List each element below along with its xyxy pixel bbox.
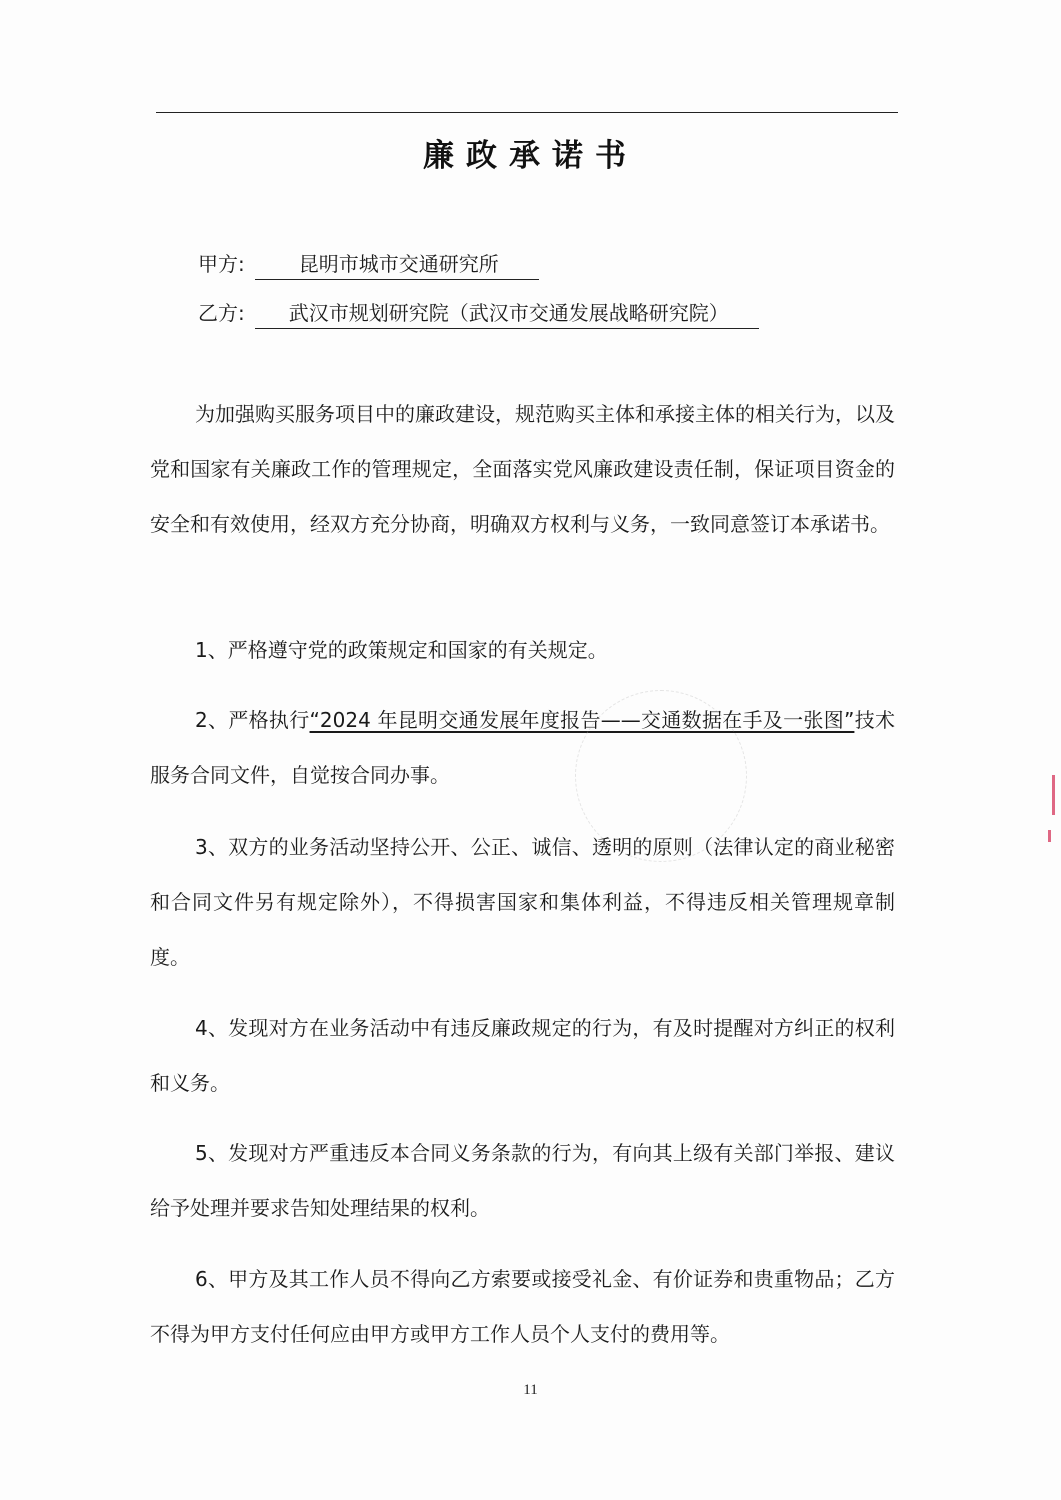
clause-4	[150, 1001, 895, 1111]
clause-6	[150, 1252, 895, 1362]
page-number: 11	[523, 1382, 538, 1398]
clause-5	[150, 1126, 895, 1236]
clause-2	[150, 693, 895, 803]
clause-2-prefix: 2、严格执行	[195, 708, 310, 732]
party-b-line	[198, 297, 759, 329]
party-b-name: 武汉市规划研究院（武汉市交通发展战略研究院）	[255, 297, 759, 329]
intro-paragraph	[150, 387, 895, 552]
clause-3	[150, 820, 895, 985]
header-rule	[156, 112, 898, 113]
clause-1	[150, 623, 895, 678]
party-a-line	[198, 248, 539, 280]
seal-edge-mark	[1052, 775, 1055, 815]
seal-edge-mark-small	[1048, 830, 1051, 842]
party-a-name: 昆明市城市交通研究所	[255, 248, 539, 280]
document-title: 廉政承诺书	[423, 138, 638, 174]
clause-3-text: 3、双方的业务活动坚持公开、公正、诚信、透明的原则（法律认定的商业秘密和合同文件另有规定除外），不得损害国家和集体利益，不得违反相关管理规章制度。	[150, 835, 895, 969]
intro-text: 为加强购买服务项目中的廉政建设，规范购买主体和承接主体的相关行为，以及党和国家有关廉政工作的管理规定，全面落实党风廉政建设责任制，保证项目资金的安全和有效使用，经双方充分协商，明确双方权利与义务，一致同意签订本承诺书。	[150, 402, 895, 536]
clause-5-text: 5、发现对方严重违反本合同义务条款的行为，有向其上级有关部门举报、建议给予处理并要求告知处理结果的权利。	[150, 1141, 895, 1220]
clause-2-project-name: “2024 年昆明交通发展年度报告——交通数据在手及一张图”	[309, 708, 855, 732]
clause-1-text: 1、严格遵守党的政策规定和国家的有关规定。	[195, 638, 608, 662]
party-b-label: 乙方:	[198, 301, 245, 325]
clause-6-text: 6、甲方及其工作人员不得向乙方索要或接受礼金、有价证券和贵重物品；乙方不得为甲方支付任何应由甲方或甲方工作人员个人支付的费用等。	[150, 1267, 895, 1346]
party-a-label: 甲方:	[198, 252, 245, 276]
clause-4-text: 4、发现对方在业务活动中有违反廉政规定的行为，有及时提醒对方纠正的权利和义务。	[150, 1016, 895, 1095]
clause-2-suffix: 技术服务合同文件，自觉按合同办事。	[150, 708, 896, 787]
